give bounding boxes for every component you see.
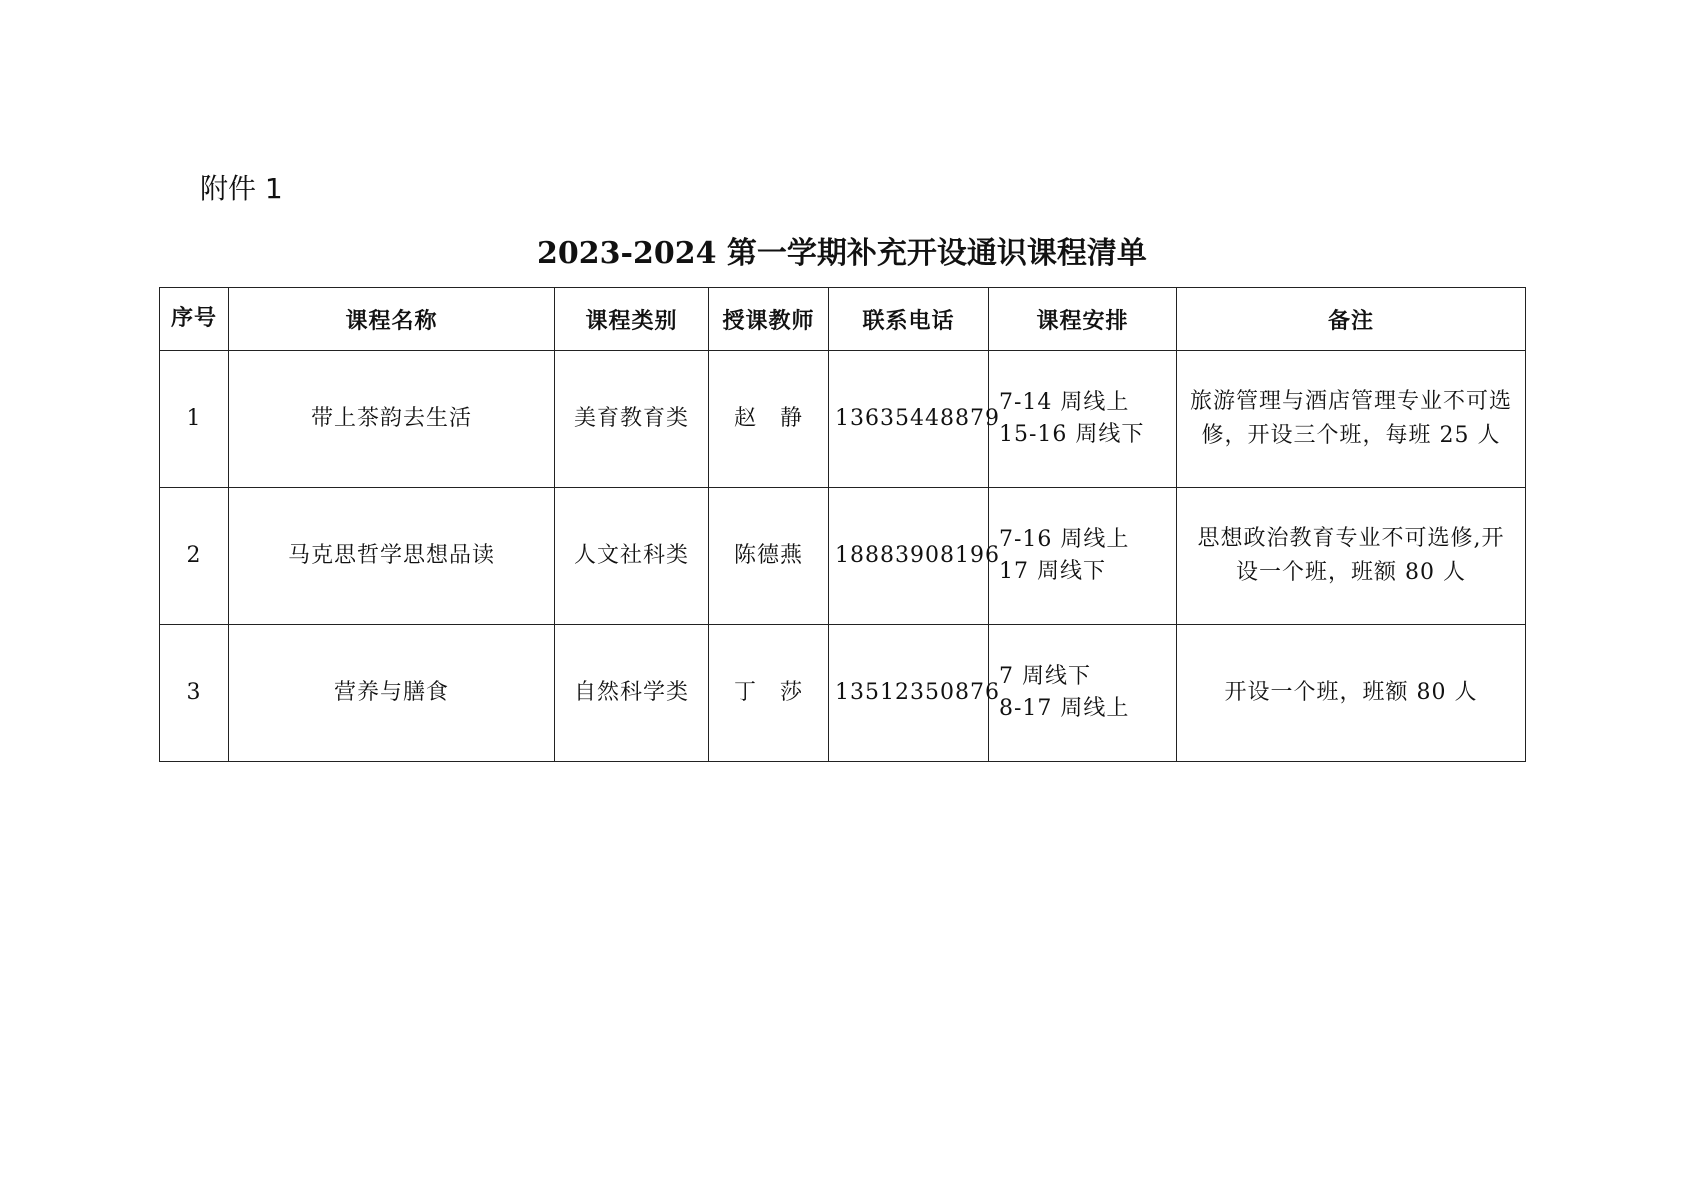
cell-remark: 开设一个班，班额 80 人 [1177, 625, 1526, 762]
cell-schedule [989, 488, 1177, 625]
cell-phone: 18883908196 [829, 488, 989, 625]
cell-phone: 13635448879 [829, 351, 989, 488]
table-row [160, 625, 1526, 762]
cell-remark: 旅游管理与酒店管理专业不可选修，开设三个班，每班 25 人 [1177, 351, 1526, 488]
schedule-line: 7-14 周线上 [999, 390, 1130, 415]
schedule-line: 7-16 周线上 [999, 527, 1130, 552]
cell-schedule [989, 625, 1177, 762]
cell-no: 2 [160, 488, 229, 625]
header-schedule: 课程安排 [989, 288, 1177, 351]
teacher-name: 赵 静 [733, 406, 803, 431]
cell-course-name: 带上茶韵去生活 [229, 351, 555, 488]
table-row [160, 351, 1526, 488]
schedule-line: 7 周线下 [999, 664, 1091, 689]
cell-category: 美育教育类 [555, 351, 709, 488]
cell-phone: 13512350876 [829, 625, 989, 762]
cell-category: 自然科学类 [555, 625, 709, 762]
schedule-line: 15-16 周线下 [999, 422, 1145, 447]
cell-teacher [709, 488, 829, 625]
header-category: 课程类别 [555, 288, 709, 351]
teacher-name: 丁 莎 [733, 680, 803, 705]
schedule-line: 17 周线下 [999, 559, 1106, 584]
cell-teacher [709, 625, 829, 762]
header-no-label: 序号 [170, 306, 217, 331]
table-header-row [160, 288, 1526, 351]
cell-no: 3 [160, 625, 229, 762]
schedule-line: 8-17 周线上 [999, 696, 1130, 721]
cell-category: 人文社科类 [555, 488, 709, 625]
cell-teacher [709, 351, 829, 488]
cell-course-name: 营养与膳食 [229, 625, 555, 762]
cell-no: 1 [160, 351, 229, 488]
course-table [159, 287, 1526, 762]
attachment-label: 附件 1 [200, 172, 283, 205]
document-title: 2023-2024 第一学期补充开设通识课程清单 [537, 236, 1147, 271]
cell-course-name: 马克思哲学思想品读 [229, 488, 555, 625]
header-no [160, 288, 229, 351]
header-course-name: 课程名称 [229, 288, 555, 351]
header-phone: 联系电话 [829, 288, 989, 351]
table-row [160, 488, 1526, 625]
header-teacher: 授课教师 [709, 288, 829, 351]
header-remark: 备注 [1177, 288, 1526, 351]
cell-remark: 思想政治教育专业不可选修,开设一个班，班额 80 人 [1177, 488, 1526, 625]
cell-schedule [989, 351, 1177, 488]
teacher-name: 陈德燕 [733, 543, 803, 568]
